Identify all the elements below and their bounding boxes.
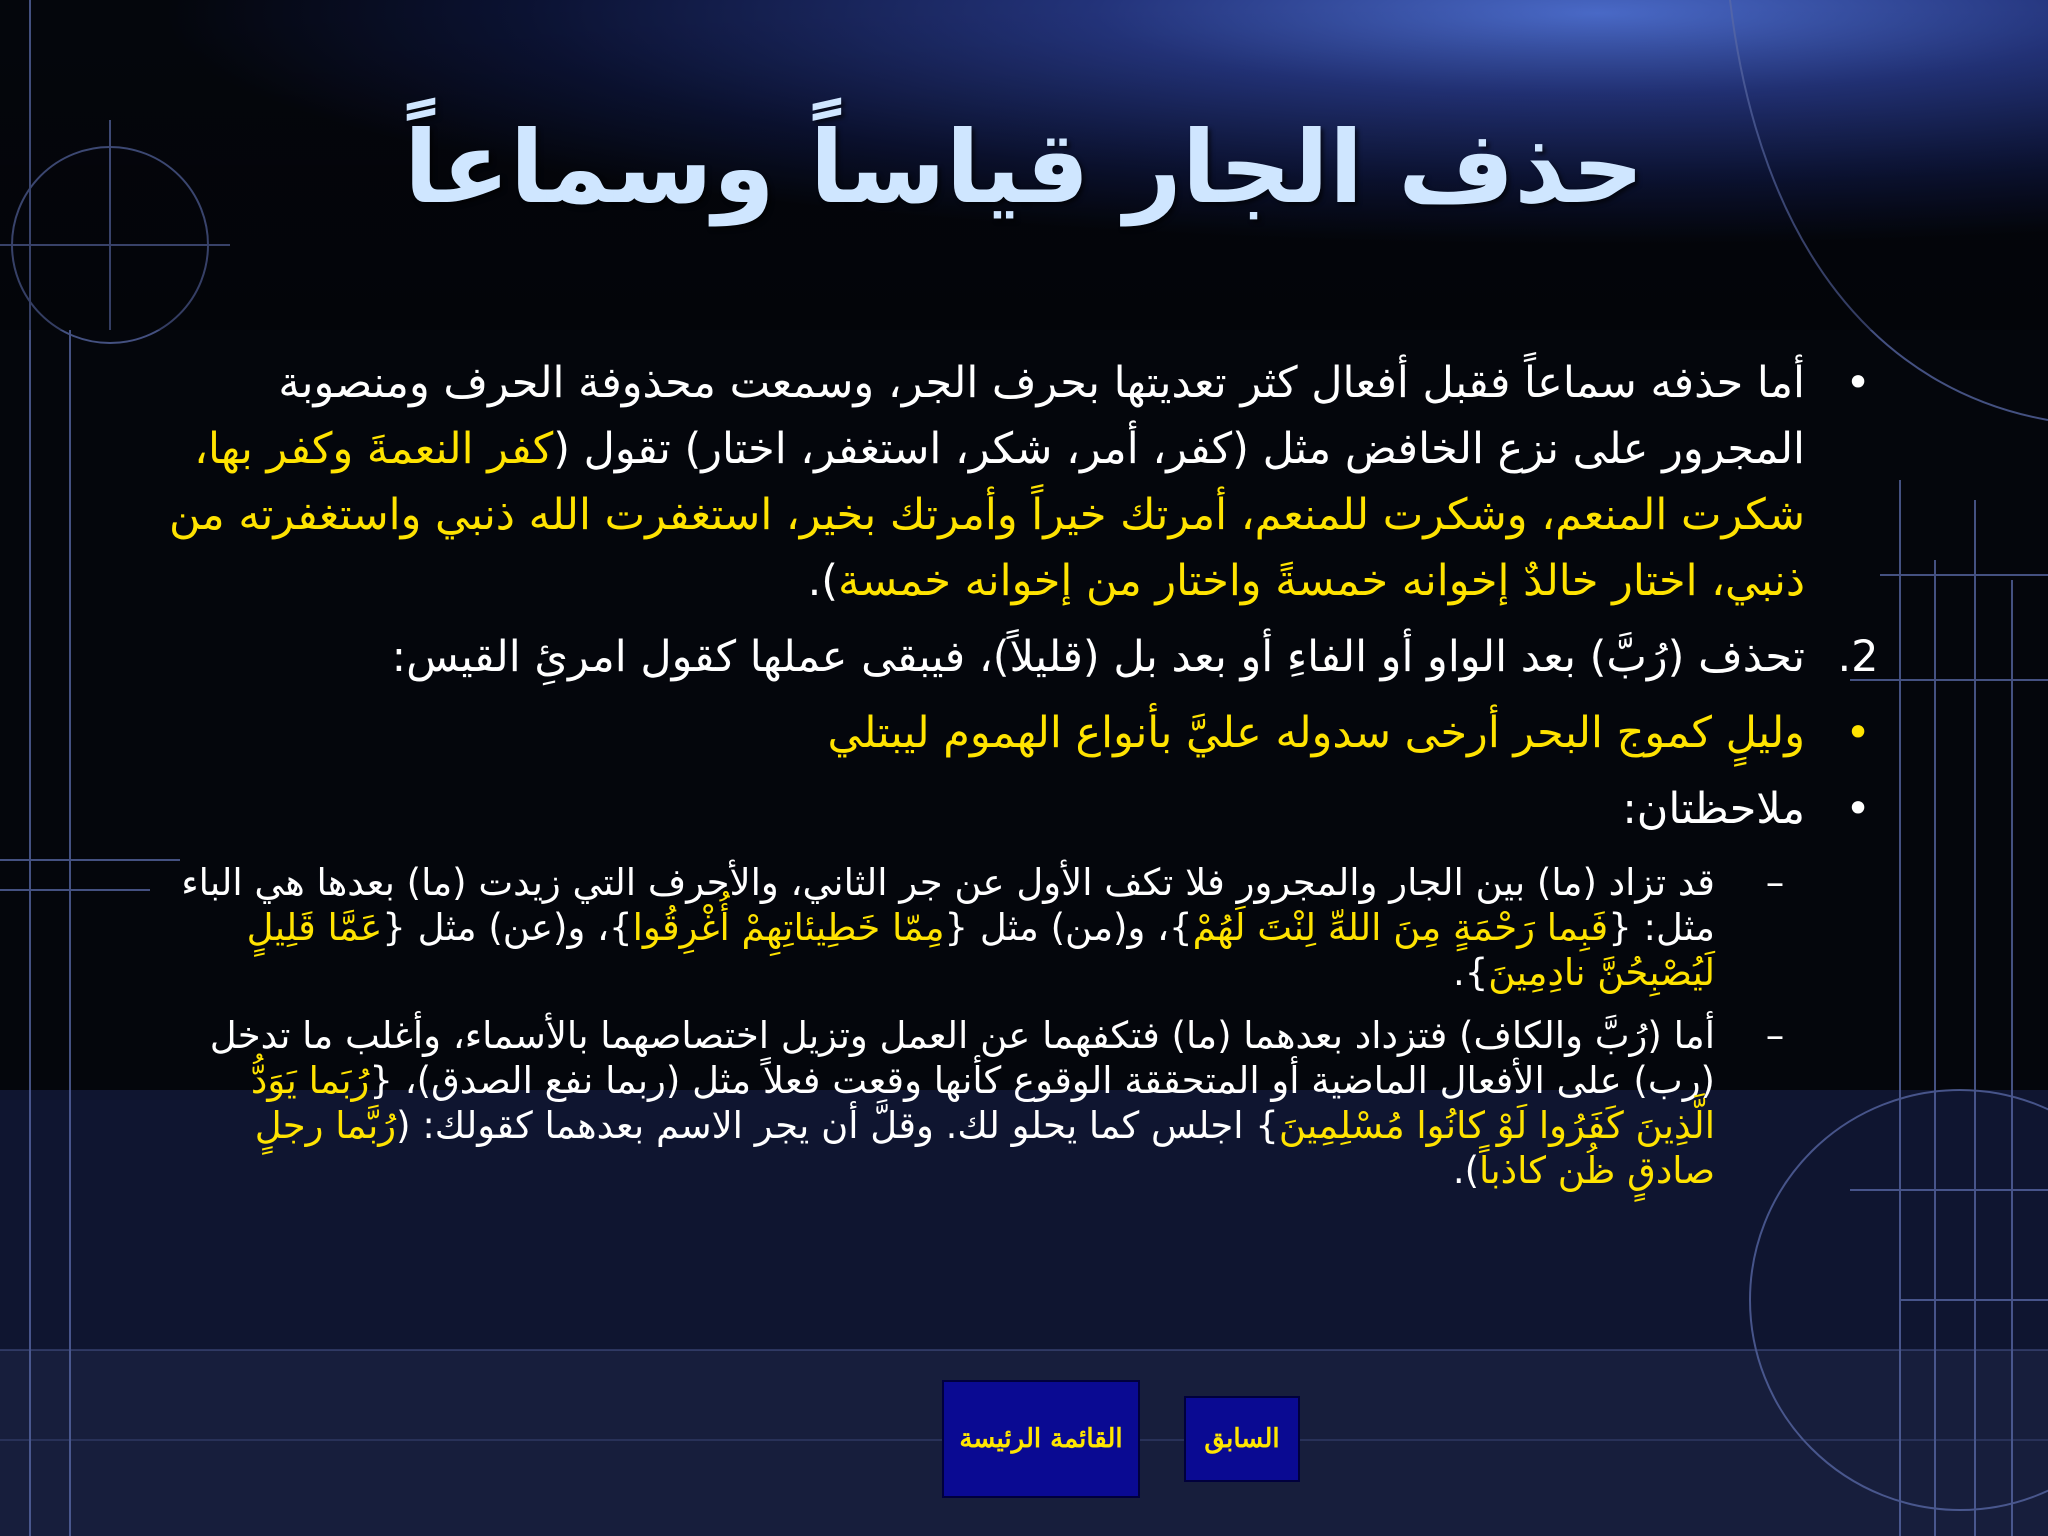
bullet-marker: • [1845,358,1871,408]
dash-marker: – [1765,861,1785,904]
bullet-marker: • [1845,784,1871,834]
page-title: حذف الجار قياساً وسماعاً [403,109,1645,226]
note-text: ). [1452,1149,1480,1192]
verse-text: وليلٍ كموج البحر أرخى سدوله عليَّ بأنواع الهموم ليبتلي [827,708,1805,758]
main-menu-button[interactable]: القائمة الرئيسة [942,1380,1140,1498]
note-text: } اجلس كما يحلو لك. وقلَّ أن يجر الاسم بعدهما كقولك: ( [396,1104,1279,1147]
example-text: كفر النعمةَ وكفر بها، شكرت المنعم، وشكرت للمنعم، أمرتك خيراً وأمرتك بخير، استغفرت الله ذنبي واستغفرته من ذنبي، اختار خالدٌ إخوانه خمسةً واختار من إخوانه خمسة [168,424,1805,606]
notes-heading [160,776,1900,842]
note-text: قد تزاد (ما) بين الجار والمجرور فلا تكف الأول عن جر الثاني، والأحرف التي زيدت (ما) بعدها هي الباء مثل: { [181,861,1715,949]
quran-quote: فَبِما رَحْمَةٍ مِنَ اللهِّ لِنْتَ لَهُمْ [1192,906,1609,949]
slide-content [160,350,1900,1203]
quran-quote: رُبَما يَوَدُّ الَّذِينَ كَفَرُوا لَوْ كانُوا مُسْلِمِينَ [250,1059,1715,1147]
note-text: أما (رُبَّ والكاف) فتزداد بعدهما (ما) فتكفهما عن العمل وتزيل اختصاصهما بالأسماء، وأغلب ما تدخل (رب) على الأفعال الماضية أو المتحققة الوقوع كأنها وقعت فعلاً مثل (ربما نفع الصدق)، { [209,1014,1715,1102]
note-text: }. [1452,951,1489,994]
item-text: تحذف (رُبَّ) بعد الواو أو الفاءِ أو بعد بل (قليلاً)، فيبقى عملها كقول امرئِ القيس: [391,632,1805,682]
quran-quote: عَمَّا قَلِيلٍ لَيُصْبِحُنَّ نادِمِينَ [246,906,1715,994]
number-marker: 2. [1837,632,1879,682]
numbered-item-2 [160,624,1900,690]
notes-heading-text: ملاحظتان: [1622,784,1805,834]
quran-quote: مِمّا خَطِيئاتِهِمْ أُغْرِقُوا [632,906,945,949]
note-text: }، و(من) مثل { [944,906,1193,949]
dash-marker: – [1765,1014,1785,1057]
example-text: رُبَّما رجلٍ صادقٍ ظُن كاذباً [254,1104,1715,1192]
poetry-verse [160,700,1900,766]
bullet-text: أما حذفه سماعاً فقبل أفعال كثر تعديتها بحرف الجر، وسمعت محذوفة الحرف ومنصوبة المجرور على نزع الخافض مثل (كفر، أمر، شكر، استغفر، اختار) تقول ( [278,358,1805,474]
bullet-text-end: ). [807,556,839,606]
bullet-item-1 [160,350,1900,614]
note-item-2 [160,1013,1900,1193]
note-item-1 [160,860,1900,995]
note-text: }، و(عن) مثل { [382,906,633,949]
previous-button[interactable]: السابق [1184,1396,1300,1482]
bullet-marker: • [1845,708,1871,758]
